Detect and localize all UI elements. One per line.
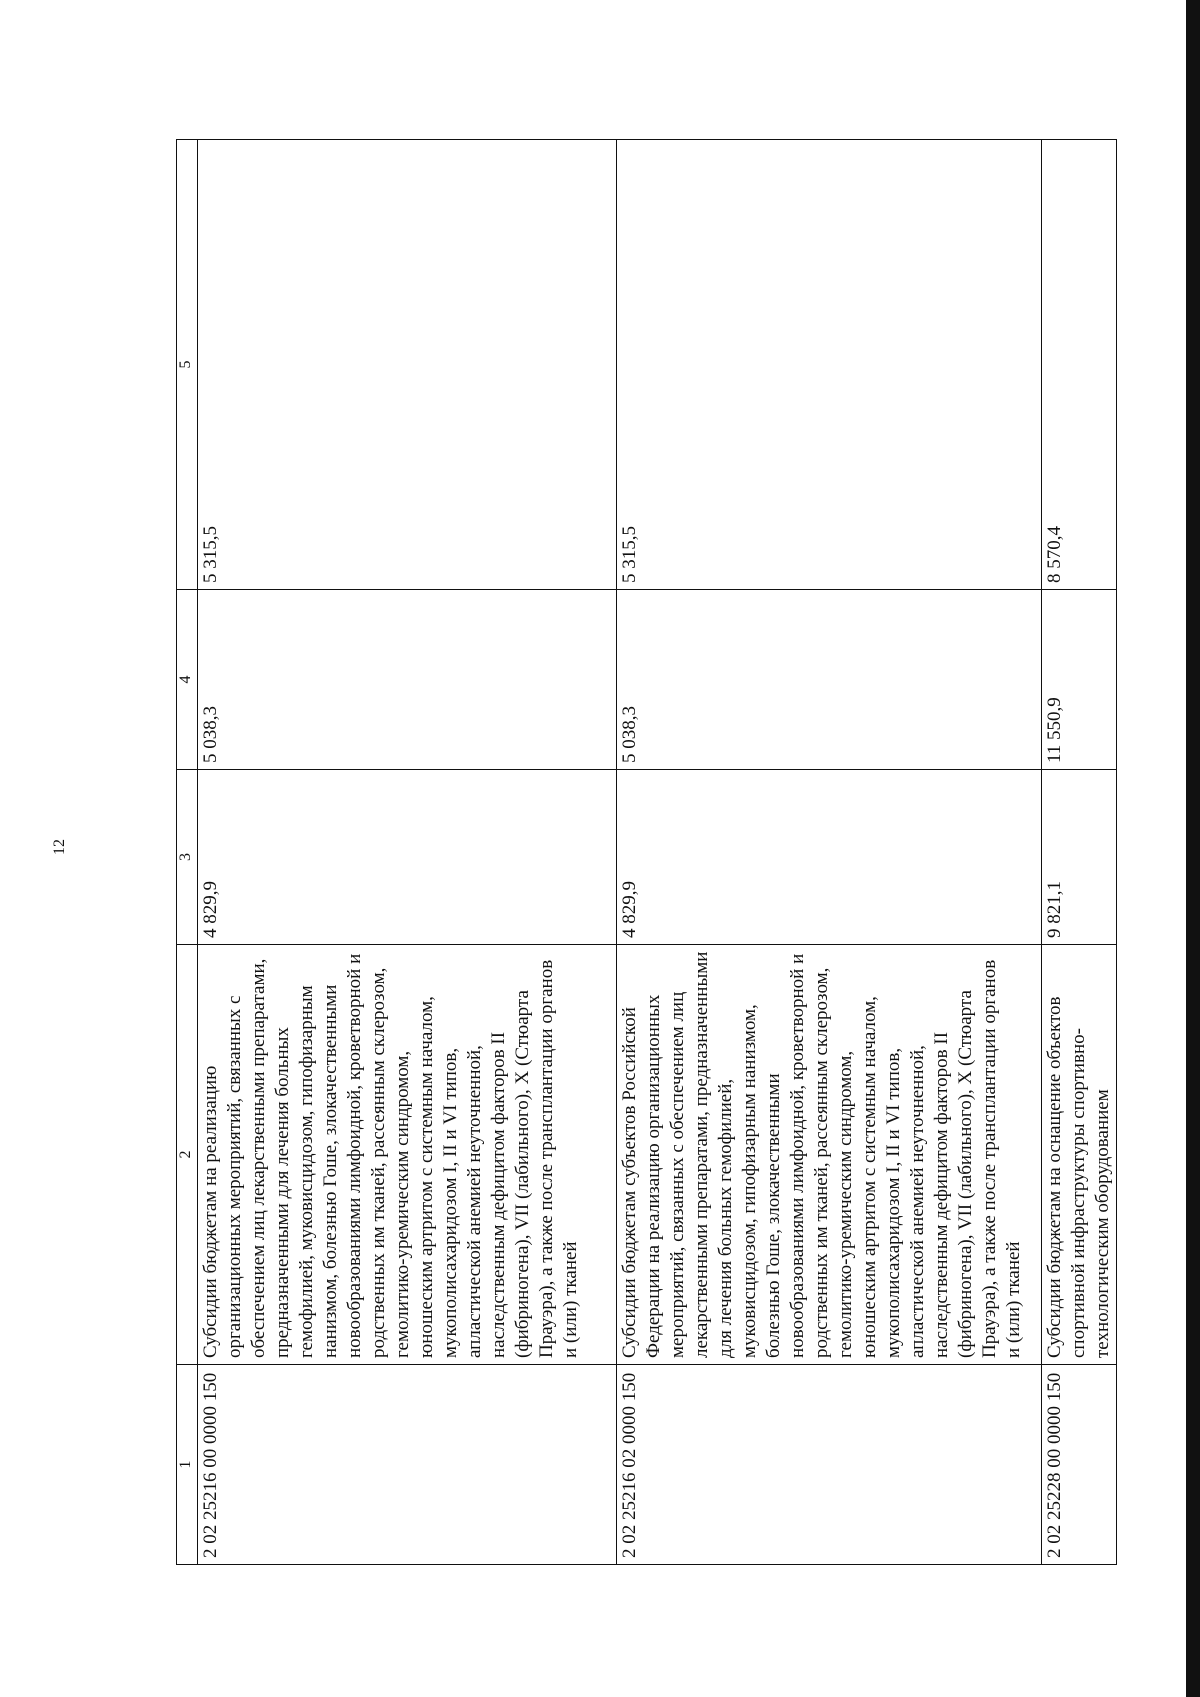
amount-col3-cell: 9 821,1 — [1042, 770, 1117, 945]
column-number-2: 2 — [177, 945, 198, 1365]
item-name-cell: Субсидии бюджетам на реализацию организационных мероприятий, связанных с обеспечением лиц лекарственными препаратами, предназначенными для лечения больных гемофилией, муковисцидозом, гипофизарным нанизмом, болезнью Гоше, злокачественными новообразованиями лимфоидной, кроветворной и родственных им тканей, рассеянным склерозом, гемолитико-уремическим синдромом, юношеским артритом с системным началом, мукополисахаридозом I, II и VI типов, апластической анемией неуточненной, наследственным дефицитом факторов II (фибриногена), VII (лабильного), X (Стюарта Прауэра), а также после трансплантации органов и (или) тканей — [198, 945, 617, 1365]
column-number-5: 5 — [177, 140, 198, 590]
budget-table-container — [176, 139, 1111, 1565]
amount-col3-cell: 4 829,9 — [198, 770, 617, 945]
table-row — [617, 140, 1042, 1565]
item-name-cell: Субсидии бюджетам на оснащение объектов спортивной инфраструктуры спортивно-технологическим оборудованием — [1042, 945, 1117, 1365]
table-header-row — [177, 140, 198, 1565]
scan-edge — [1186, 0, 1200, 1697]
item-name-cell: Субсидии бюджетам субъектов Российской Федерации на реализацию организационных мероприятий, связанных с обеспечением лиц лекарственными препаратами, предназначенными для лечения больных гемофилией, муковисцидозом, гипофизарным нанизмом, болезнью Гоше, злокачественными новообразованиями лимфоидной, кроветворной и родственных им тканей, рассеянным склерозом, гемолитико-уремическим синдромом, юношеским артритом с системным началом, мукополисахаридозом I, II и VI типов, апластической анемией неуточненной, наследственным дефицитом факторов II (фибриногена), VII (лабильного), X (Стюарта Прауэра), а также после трансплантации органов и (или) тканей — [617, 945, 1042, 1365]
amount-col4-cell: 11 550,9 — [1042, 590, 1117, 770]
column-number-4: 4 — [177, 590, 198, 770]
budget-code-cell: 2 02 25216 00 0000 150 — [198, 1365, 617, 1565]
budget-code-cell: 2 02 25216 02 0000 150 — [617, 1365, 1042, 1565]
amount-col4-cell: 5 038,3 — [617, 590, 1042, 770]
column-number-1: 1 — [177, 1365, 198, 1565]
amount-col5-cell: 5 315,5 — [198, 140, 617, 590]
budget-table — [176, 139, 1117, 1565]
amount-col4-cell: 5 038,3 — [198, 590, 617, 770]
amount-col5-cell: 8 570,4 — [1042, 140, 1117, 590]
page-number: 12 — [51, 839, 68, 855]
table-row — [198, 140, 617, 1565]
amount-col3-cell: 4 829,9 — [617, 770, 1042, 945]
budget-code-cell: 2 02 25228 00 0000 150 — [1042, 1365, 1117, 1565]
column-number-3: 3 — [177, 770, 198, 945]
amount-col5-cell: 5 315,5 — [617, 140, 1042, 590]
table-row — [1042, 140, 1117, 1565]
